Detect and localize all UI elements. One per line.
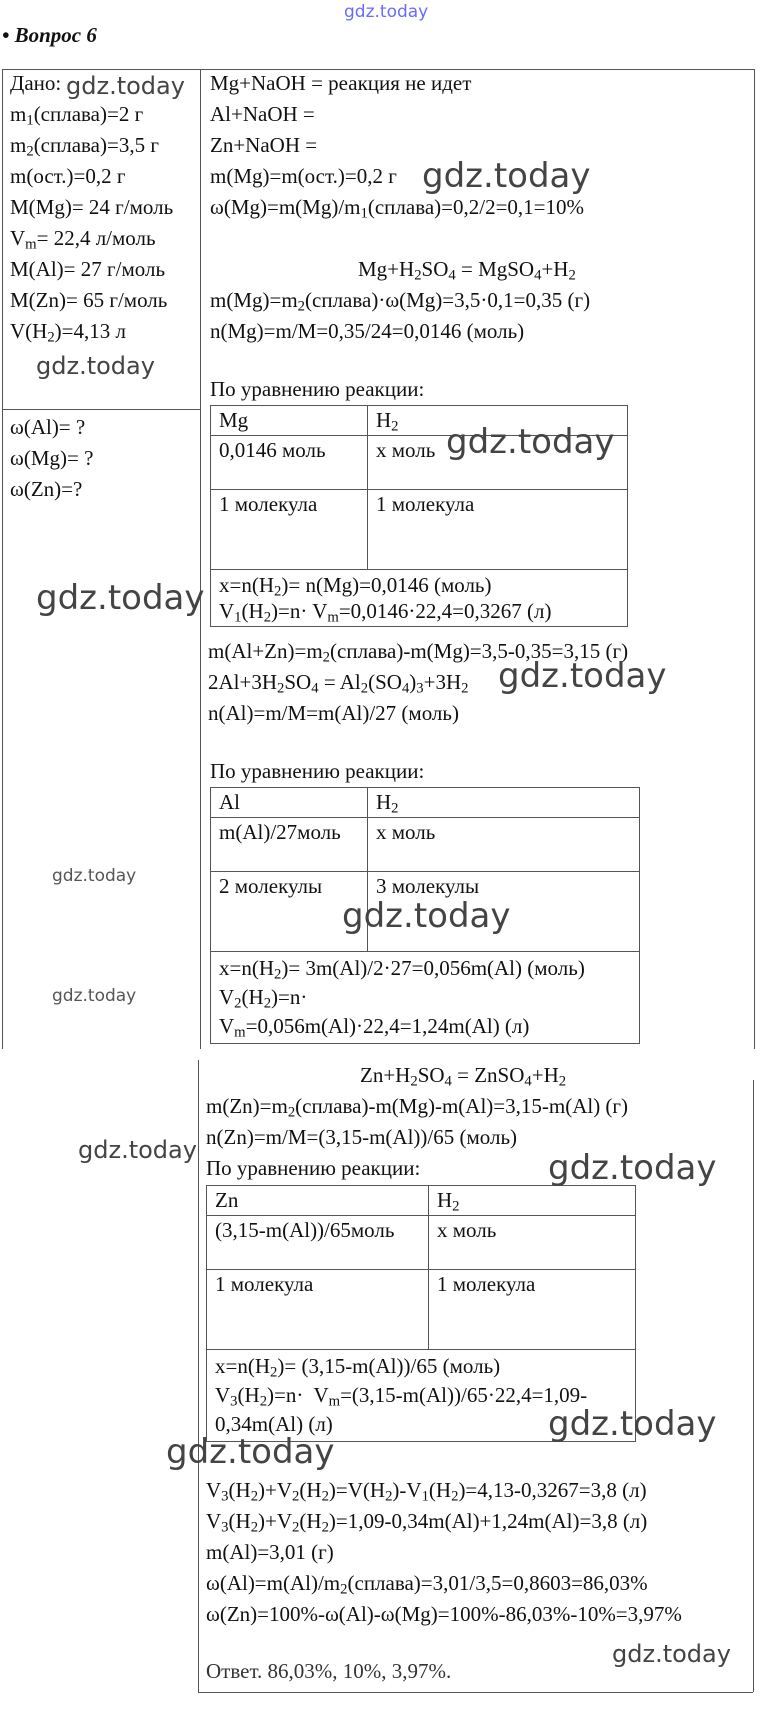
table-cell: 2 молекулы [211, 872, 368, 952]
sol2-eq-zn: $Zn+H_2SO_4$ = $ZnSO_4+H_2$ [360, 1063, 567, 1090]
watermark: gdz.today [446, 422, 615, 462]
table-cell: x моль [368, 436, 628, 490]
sol-eq-al: $2Al+3H_2SO_4 = Al_2(SO_4)_3+3H_2$ [208, 670, 469, 697]
table-cell: x моль [368, 818, 640, 872]
table-cell: 1 молекула [207, 1270, 429, 1350]
sol2-line-2: $m(Zn)=m_2(сплава)-m(Mg)-m(Al)=3,15-m(Al)$ (г) [206, 1094, 629, 1121]
table-cell: 1 молекула [211, 490, 368, 570]
table-cell: (3,15-m(Al))/65моль [207, 1216, 429, 1270]
sol-line-3: Zn+NaOH = [210, 133, 318, 157]
sol2-after-3: m(Al)=3,01 (г) [206, 1540, 334, 1564]
table-cell: 1 молекула [429, 1270, 636, 1350]
table-cell: m(Al)/27моль [211, 818, 368, 872]
watermark: gdz.today [612, 1640, 731, 1668]
table-cell: Mg [211, 406, 368, 436]
question-title: • Вопрос 6 [2, 23, 97, 47]
sol-line-5: $\omega(Mg)=m(Mg)/m_1(сплава)=0,2/2=0,1=10\%$ [210, 195, 585, 222]
watermark: gdz.today [36, 352, 155, 380]
given-mrest: m(ост.)=0,2 г [10, 164, 126, 188]
sol-after-4: По уравнению реакции: [210, 759, 425, 783]
sol2-after-5: ω(Zn)=100%-ω(Al)-ω(Mg)=100%-86,03%-10%=3,97% [206, 1602, 682, 1626]
sol-eq-mg: $Mg+H_2SO_4$ = $MgSO_4+H_2$ [358, 257, 576, 284]
sol-line-2: Al+NaOH = [210, 102, 315, 126]
given-m1: $m_1(сплава)=2$ г [10, 102, 144, 129]
sol2-after-1: $V_3(H_2)+V_2(H_2)=V(H_2)-V_1(H_2)=4,13-0,3267=3,8$ (л) [206, 1478, 647, 1505]
sol-line-4: m(Mg)=m(ост.)=0,2 г [210, 164, 397, 188]
table-footer: $x=n(H_2)= (3,15-m(Al))/65$ (моль) $V_3(H_2)=n\cdot V_m=(3,15-m(Al))/65\cdot 22,4=1,09-$ 0,34m(Al) (л) [207, 1350, 636, 1442]
watermark: gdz.today [548, 1404, 717, 1444]
table-cell: 3 молекулы [368, 872, 640, 952]
watermark: gdz.today [66, 72, 185, 100]
watermark: gdz.today [36, 578, 205, 618]
table-cell: $H_2$ [368, 406, 628, 436]
watermark: gdz.today [498, 656, 667, 696]
sol2-after-2: $V_3(H_2)+V_2(H_2)=1,09-0,34m(Al)+1,24m(Al)=3,8$ (л) [206, 1509, 648, 1536]
answer-line: Ответ. 86,03%, 10%, 3,97%. [206, 1659, 452, 1683]
watermark: gdz.today [166, 1432, 335, 1472]
sol-line-9: По уравнению реакции: [210, 377, 425, 401]
watermark-top: gdz.today [344, 2, 429, 22]
given-VH2: $V(H_2)=4,13$ л [10, 319, 126, 346]
watermark: gdz.today [78, 1136, 197, 1164]
table-cell: 0,0146 моль [211, 436, 368, 490]
given-label: Дано: [10, 71, 62, 95]
watermark: gdz.today [342, 896, 511, 936]
table-cell: Zn [207, 1186, 429, 1216]
sol2-after-4: $\omega(Al)=m(Al)/m_2(сплава)=3,01/3,5=0,8603=86,03\%$ [206, 1571, 648, 1598]
sol2-line-4: По уравнению реакции: [206, 1156, 421, 1180]
sol-after-3: n(Al)=m/M=m(Al)/27 (моль) [208, 701, 459, 725]
given-m2: $m_2(сплава)=3,5$ г [10, 133, 159, 160]
sol-line-7: $m(Mg)=m_2(сплава)\cdot\omega(Mg)=3,5\cdot 0,1=0,35$ (г) [210, 288, 591, 315]
find-Zn: ω(Zn)=? [10, 477, 83, 501]
sol-line-8: n(Mg)=m/M=0,35/24=0,0146 (моль) [210, 319, 525, 343]
given-MAl: M(Al)= 27 г/моль [10, 257, 166, 281]
watermark: gdz.today [422, 156, 591, 196]
table-cell: Al [211, 788, 368, 818]
table-cell: $H_2$ [368, 788, 640, 818]
table-footer: $x=n(H_2)= 3m(Al)/2\cdot 27=0,056m(Al)$ (моль) $V_2(H_2)=n\cdot$ $V_m=0,056m(Al)\cdot 22,4=1,24m(Al)$ (л) [211, 952, 640, 1044]
watermark: gdz.today [52, 866, 137, 886]
table-footer: $x=n(H_2)= n(Mg)=0,0146$ (моль) $V_1(H_2)=n\cdot V_m=0,0146\cdot 22,4=0,3267$ (л) [211, 570, 628, 627]
sol-after-1: $m(Al+Zn)=m_2(сплава)-m(Mg)=3,5-0,35=3,15$ (г) [208, 639, 629, 666]
find-Mg: ω(Mg)= ? [10, 446, 94, 470]
given-MMg: M(Mg)= 24 г/моль [10, 195, 174, 219]
table-cell: $H_2$ [429, 1186, 636, 1216]
sol2-line-3: n(Zn)=m/M=(3,15-m(Al))/65 (моль) [206, 1125, 518, 1149]
given-Vm: $V_m= 22,4$ л/моль [10, 226, 156, 253]
sol-line-1: Mg+NaOH = реакция не идет [210, 71, 472, 95]
watermark: gdz.today [548, 1148, 717, 1188]
table-cell: 1 молекула [368, 490, 628, 570]
find-Al: ω(Al)= ? [10, 415, 86, 439]
given-MZn: M(Zn)= 65 г/моль [10, 288, 168, 312]
watermark: gdz.today [52, 986, 137, 1006]
table-cell: x моль [429, 1216, 636, 1270]
